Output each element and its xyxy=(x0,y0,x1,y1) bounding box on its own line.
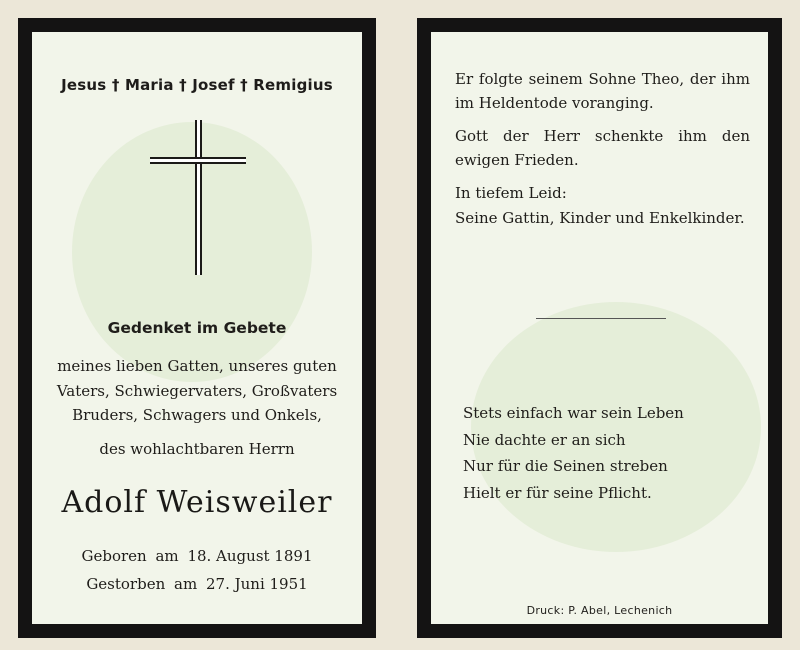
relationship-line: Bruders, Schwagers und Onkels, xyxy=(72,406,322,424)
relationship-lines xyxy=(32,354,362,428)
birth-date: 18. August 1891 xyxy=(187,547,313,565)
cross-horizontal-bar xyxy=(150,157,246,164)
peace-paragraph: Gott der Herr schenkte ihm den ewigen Frieden. xyxy=(455,127,750,169)
death-label: Gestorben xyxy=(86,575,166,593)
deceased-name: Adolf Weisweiler xyxy=(61,485,333,520)
left-card xyxy=(18,18,376,638)
poem xyxy=(463,400,684,506)
relationship-line: Vaters, Schwiegervaters, Großvaters xyxy=(56,381,338,400)
death-row xyxy=(32,570,362,598)
latin-cross-icon xyxy=(150,120,250,280)
poem-line: Nur für die Seinen streben xyxy=(463,457,668,475)
honorific-line: des wohlachtbaren Herrn xyxy=(99,440,295,458)
birth-label: Geboren xyxy=(81,547,147,565)
relationship-line: meines lieben Gatten, unseres guten xyxy=(57,357,337,375)
birth-row xyxy=(32,542,362,570)
poem-line: Stets einfach war sein Leben xyxy=(463,404,684,422)
grief-heading: In tiefem Leid: xyxy=(455,184,567,202)
right-card xyxy=(417,18,782,638)
family-paragraph: Seine Gattin, Kinder und Enkelkinder. xyxy=(455,209,745,227)
birth-preposition: am xyxy=(155,547,179,565)
cross-vertical-bar xyxy=(195,120,202,275)
death-date: 27. Juni 1951 xyxy=(205,575,308,593)
life-dates xyxy=(32,542,362,598)
divider-line xyxy=(536,318,666,319)
son-paragraph: Er folgte seinem Sohne Theo, der ihm im Heldentode voranging. xyxy=(455,70,750,112)
poem-line: Nie dachte er an sich xyxy=(463,430,626,449)
saints-header: Jesus † Maria † Josef † Remigius xyxy=(61,76,333,94)
printer-credit: Druck: P. Abel, Lechenich xyxy=(526,604,673,617)
right-card-inner xyxy=(431,32,768,624)
death-preposition: am xyxy=(174,575,198,593)
memoriam-heading: Gedenket im Gebete xyxy=(107,319,287,337)
left-card-inner xyxy=(32,32,362,624)
poem-line: Hielt er für seine Pflicht. xyxy=(463,483,652,502)
